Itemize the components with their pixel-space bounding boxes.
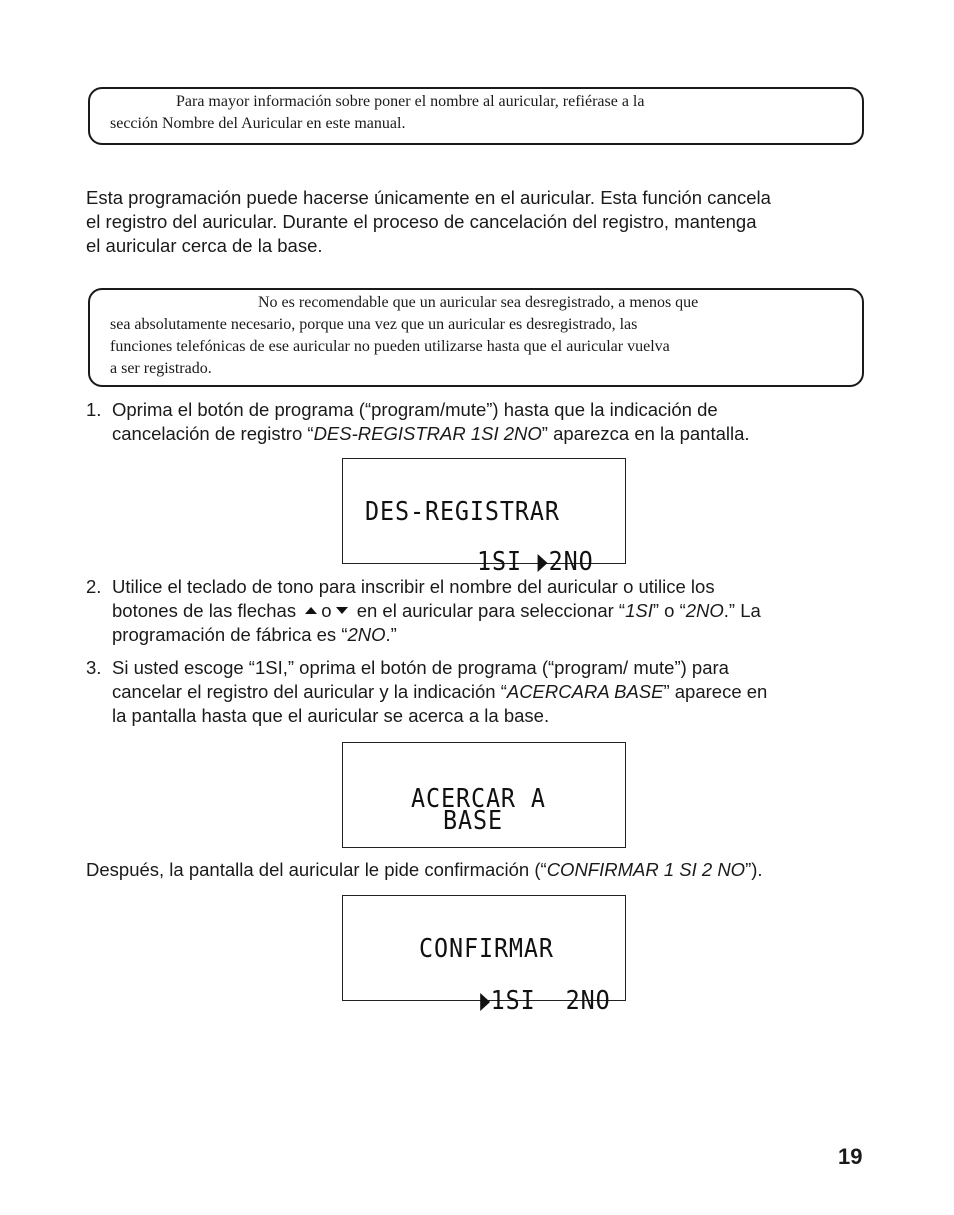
text-fragment: .” [385, 624, 397, 645]
display-text-ref: DES-REGISTRAR 1SI 2NO [313, 423, 542, 444]
text-line: la pantalla hasta que el auricular se acerca a la base. [112, 705, 550, 726]
step-1 [86, 398, 876, 446]
text-line: Utilice el teclado de tono para inscribir el nombre del auricular o utilice los [112, 576, 715, 597]
lcd-option-2: 2NO [548, 547, 594, 577]
display-text-ref: ACERCARA BASE [506, 681, 664, 702]
note-line: funciones telefónicas de ese auricular no pueden utilizarse hasta que el auricular vuelva [110, 338, 670, 355]
text-fragment: ” o “ [652, 600, 686, 621]
page-number: 19 [838, 1144, 863, 1169]
text-fragment: cancelación de registro “ [112, 423, 314, 444]
text-line: el registro del auricular. Durante el proceso de cancelación del registro, mantenga [86, 211, 757, 232]
note-line: a ser registrado. [110, 360, 212, 377]
lcd-option-1: 1SI [476, 547, 522, 577]
text-line: Si usted escoge “1SI,” oprima el botón de programa (“program/ mute”) para [112, 657, 729, 678]
text-fragment: ” aparece en [663, 681, 768, 702]
text-fragment: ”). [745, 859, 763, 880]
lcd-display-confirm [342, 895, 626, 1016]
confirm-paragraph [86, 858, 876, 882]
text-fragment: ” aparezca en la pantalla. [541, 423, 750, 444]
step-2 [86, 575, 876, 647]
text-line: Esta programación puede hacerse únicamente en el auricular. Esta función cancela [86, 187, 771, 208]
text-fragment: cancelar el registro del auricular y la indicación “ [112, 681, 507, 702]
lcd-row-1: CONFIRMAR [419, 934, 554, 964]
lcd-display-deregister [342, 458, 626, 577]
note-line: No es recomendable que un auricular sea desregistrado, a menos que [258, 294, 699, 311]
lcd-option-2: 2NO [565, 986, 611, 1016]
text-fragment: programación de fábrica es “ [112, 624, 348, 645]
text-fragment: o [321, 600, 332, 621]
arrow-down-icon [336, 607, 348, 614]
display-text-ref: CONFIRMAR 1 SI 2 NO [546, 859, 746, 880]
lcd-display-approach-base [342, 742, 626, 848]
lcd-row-2 [419, 962, 611, 1040]
display-text-ref: 1SI [625, 600, 653, 621]
lcd-row-1: ACERCAR A [411, 784, 546, 814]
intro-paragraph [86, 186, 876, 258]
text-fragment: botones de las flechas [112, 600, 297, 621]
step-number: 1. [86, 399, 102, 420]
selection-arrow-icon [538, 554, 548, 572]
arrow-up-icon [305, 607, 317, 614]
note-box-warning [88, 288, 864, 387]
text-fragment: en el auricular para seleccionar “ [356, 600, 626, 621]
lcd-row-2: BASE [443, 806, 503, 836]
step-number: 3. [86, 657, 102, 678]
lcd-row-1: DES-REGISTRAR [365, 497, 560, 527]
text-line: Oprima el botón de programa (“program/mute”) hasta que la indicación de [112, 399, 718, 420]
step-number: 2. [86, 576, 102, 597]
display-text-ref: 2NO [347, 624, 386, 645]
text-fragment: Después, la pantalla del auricular le pide confirmación (“ [86, 859, 547, 880]
text-fragment: .” La [723, 600, 761, 621]
text-line: el auricular cerca de la base. [86, 235, 323, 256]
lcd-option-1: 1SI [490, 986, 536, 1016]
selection-arrow-icon [480, 993, 490, 1011]
note-line: sección Nombre del Auricular en este manual. [110, 115, 406, 132]
note-line: sea absolutamente necesario, porque una vez que un auricular es desregistrado, las [110, 316, 638, 333]
note-line: Para mayor información sobre poner el nombre al auricular, refiérase a la [176, 93, 645, 110]
note-box-name-reference [88, 87, 864, 145]
step-3 [86, 656, 876, 728]
display-text-ref: 2NO [685, 600, 724, 621]
